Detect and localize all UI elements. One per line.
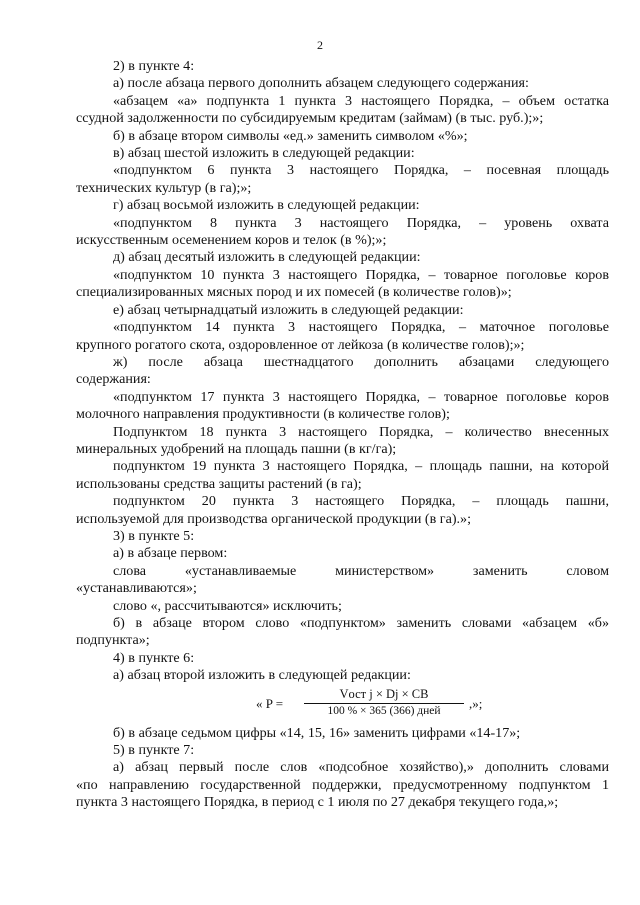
text-line: «устанавливаются»; [76, 580, 197, 597]
text-line: использованы средства защиты растений (в га); [76, 475, 362, 492]
paragraph [76, 354, 609, 389]
formula-denominator: 100 % × 365 (366) дней [327, 704, 441, 717]
text-line: б) в абзаце втором слово «подпунктом» заменить словами «абзацем «б» [113, 615, 609, 631]
text-line: а) абзац первый после слов «подсобное хозяйство),» дополнить словами [113, 759, 609, 776]
text-line: 3) в пункте 5: [113, 527, 195, 544]
text-line: «подпунктом 14 пункта 3 настоящего Порядка, – маточное поголовье [113, 319, 609, 336]
text-line: б) в абзаце седьмом цифры «14, 15, 16» заменить цифрами «14-17»; [113, 724, 521, 741]
paragraph [76, 615, 609, 650]
text-line: технических культур (в га);»; [76, 179, 252, 196]
paragraph [76, 424, 609, 459]
text-line: «абзацем «а» подпункта 1 пункта 3 настоящего Порядка, – объем остатка [113, 92, 609, 109]
text-line: Подпунктом 18 пункта 3 настоящего Порядка, – количество внесенных [113, 423, 609, 440]
text-line: ж) после абзаца шестнадцатого дополнить абзацами следующего [113, 353, 609, 370]
text-line: крупного рогатого скота, оздоровленное от лейкоза (в количестве голов);»; [76, 336, 525, 353]
text-line: ссудной задолженности по субсидируемым кредитам (займам) (в тыс. руб.);»; [76, 110, 544, 127]
document-body [76, 58, 609, 812]
text-line: 4) в пункте 6: [113, 649, 195, 666]
text-line: в) абзац шестой изложить в следующей редакции: [113, 145, 415, 162]
paragraph [76, 58, 609, 75]
paragraph [76, 145, 609, 162]
text-line: подпунктом 19 пункта 3 настоящего Порядка, – площадь пашни, на которой [113, 458, 609, 475]
text-line: «подпунктом 17 пункта 3 настоящего Порядка, – товарное поголовье коров [113, 388, 609, 405]
text-line: пункта 3 настоящего Порядка, в период с 1 июля по 27 декабря текущего года,»; [76, 794, 559, 811]
paragraph [76, 493, 609, 528]
text-line: специализированных мясных пород и их помесей (в количестве голов)»; [76, 284, 512, 301]
paragraph [76, 249, 609, 266]
text-line: слова «устанавливаемые министерством» заменить словом [113, 562, 609, 579]
paragraph [76, 389, 609, 424]
text-line: б) в абзаце втором символы «ед.» заменить символом «%»; [113, 127, 468, 144]
text-line: д) абзац десятый изложить в следующей редакции: [113, 249, 421, 266]
paragraph [76, 545, 609, 562]
paragraph [76, 319, 609, 354]
paragraph [76, 162, 609, 197]
paragraph [76, 458, 609, 493]
paragraph [76, 215, 609, 250]
paragraph [76, 650, 609, 667]
text-line: молочного направления продуктивности (в количестве голов); [76, 406, 450, 423]
text-line: 2) в пункте 4: [113, 58, 195, 74]
paragraph [76, 742, 609, 759]
paragraph [76, 725, 609, 742]
text-line: «подпунктом 6 пункта 3 настоящего Порядка, – посевная площадь [113, 162, 609, 179]
text-line: а) абзац второй изложить в следующей редакции: [113, 667, 411, 684]
paragraph [76, 302, 609, 319]
page-number: 2 [317, 38, 323, 52]
paragraph [76, 528, 609, 545]
text-line: а) после абзаца первого дополнить абзацем следующего содержания: [113, 75, 529, 92]
formula-lhs: « P = [256, 695, 284, 711]
text-line: «подпунктом 8 пункта 3 настоящего Порядка, – уровень охвата [113, 214, 609, 231]
text-line: содержания: [76, 371, 151, 388]
formula-numerator: Vост j × Dj × CB [304, 687, 464, 704]
formula-close: ,»; [469, 695, 483, 711]
text-line: е) абзац четырнадцатый изложить в следующей редакции: [113, 301, 464, 318]
formula [76, 687, 609, 721]
text-line: 5) в пункте 7: [113, 742, 195, 759]
text-line: подпункта»; [76, 632, 150, 649]
text-line: г) абзац восьмой изложить в следующей редакции: [113, 197, 420, 214]
paragraph [76, 563, 609, 598]
formula-fraction [304, 687, 464, 717]
paragraph [76, 128, 609, 145]
paragraph [76, 598, 609, 615]
text-line: минеральных удобрений на площадь пашни (в кг/га); [76, 440, 397, 457]
text-line: используемой для производства органической продукции (в га).»; [76, 510, 472, 527]
paragraph [76, 93, 609, 128]
paragraph [76, 759, 609, 811]
text-line: подпунктом 20 пункта 3 настоящего Порядка, – площадь пашни, [113, 493, 609, 510]
text-line: искусственным осеменением коров и телок (в %);»; [76, 232, 387, 249]
paragraph [76, 267, 609, 302]
text-line: а) в абзаце первом: [113, 545, 228, 562]
text-line: «подпунктом 10 пункта 3 настоящего Порядка, – товарное поголовье коров [113, 266, 609, 283]
paragraph [76, 75, 609, 92]
text-line: «по направлению государственной поддержки, предусмотренному подпунктом 1 [76, 776, 609, 793]
paragraph [76, 197, 609, 214]
paragraph [76, 667, 609, 684]
text-line: слово «, рассчитываются» исключить; [113, 597, 342, 614]
